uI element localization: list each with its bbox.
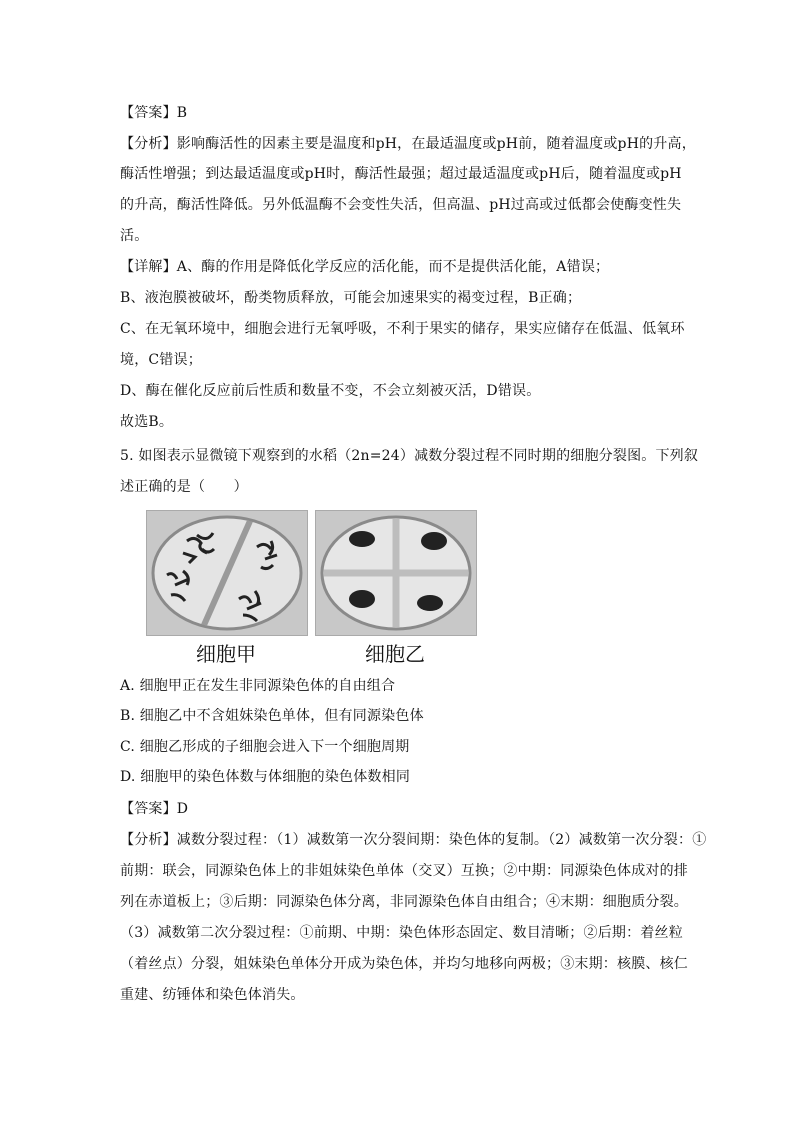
detail-line-a: 【详解】A、酶的作用是降低化学反应的活化能，而不是提供活化能，A错误； — [120, 259, 610, 275]
option-b: B. 细胞乙中不含姐妹染色单体，但有同源染色体 — [120, 708, 424, 724]
analysis2-line-5: （着丝点）分裂，姐妹染色单体分开成为染色体，并均匀地移向两极；③末期：核膜、核仁 — [120, 956, 688, 972]
cell-jia-image — [146, 510, 308, 636]
analysis2-line-2: 前期：联会，同源染色体上的非姐妹染色单体（交叉）互换；②中期：同源染色体成对的排 — [120, 863, 688, 879]
detail-line-c1: C、在无氧环境中，细胞会进行无氧呼吸，不利于果实的储存，果实应储存在低温、低氧环 — [120, 321, 685, 337]
cell-jia-caption: 细胞甲 — [196, 642, 256, 666]
cell-figure — [146, 510, 476, 666]
cell-yi-caption: 细胞乙 — [365, 642, 425, 666]
answer-line: 【答案】B — [120, 105, 188, 121]
analysis2-line-3: 列在赤道板上；③后期：同源染色体分离，非同源染色体自由组合；④末期：细胞质分裂。 — [120, 894, 688, 910]
option-a: A. 细胞甲正在发生非同源染色体的自由组合 — [120, 678, 396, 694]
question-5-line-2: 述正确的是（ ） — [120, 479, 248, 495]
option-c: C. 细胞乙形成的子细胞会进入下一个细胞周期 — [120, 739, 410, 755]
detail-line-b: B、液泡膜被破坏，酚类物质释放，可能会加速果实的褐变过程，B正确； — [120, 290, 582, 306]
question-5-line-1: 5. 如图表示显微镜下观察到的水稻（2n=24）减数分裂过程不同时期的细胞分裂图。下列叙 — [120, 448, 699, 464]
analysis-line-4: 活。 — [120, 228, 149, 244]
detail-line-d: D、酶在催化反应前后性质和数量不变，不会立刻被灭活，D错误。 — [120, 383, 541, 399]
analysis-line-2: 酶活性增强；到达最适温度或pH时，酶活性最强；超过最适温度或pH后，随着温度或pH — [120, 166, 682, 182]
detail-line-c2: 境，C错误； — [120, 352, 202, 368]
analysis2-line-6: 重建、纺锤体和染色体消失。 — [120, 987, 305, 1003]
analysis-line-1: 【分析】影响酶活性的因素主要是温度和pH，在最适温度或pH前，随着温度或pH的升高， — [120, 136, 696, 152]
analysis2-line-4: （3）减数第二次分裂过程：①前期、中期：染色体形态固定、数目清晰；②后期：着丝粒 — [120, 925, 683, 941]
option-d: D. 细胞甲的染色体数与体细胞的染色体数相同 — [120, 769, 411, 785]
analysis-line-3: 的升高，酶活性降低。另外低温酶不会变性失活，但高温、pH过高或过低都会使酶变性失 — [120, 197, 682, 213]
answer2-line: 【答案】D — [120, 801, 189, 817]
analysis2-line-1: 【分析】减数分裂过程：（1）减数第一次分裂间期：染色体的复制。（2）减数第一次分裂：① — [120, 832, 707, 848]
cell-yi-image — [315, 510, 477, 636]
conclusion-line: 故选B。 — [120, 414, 174, 430]
